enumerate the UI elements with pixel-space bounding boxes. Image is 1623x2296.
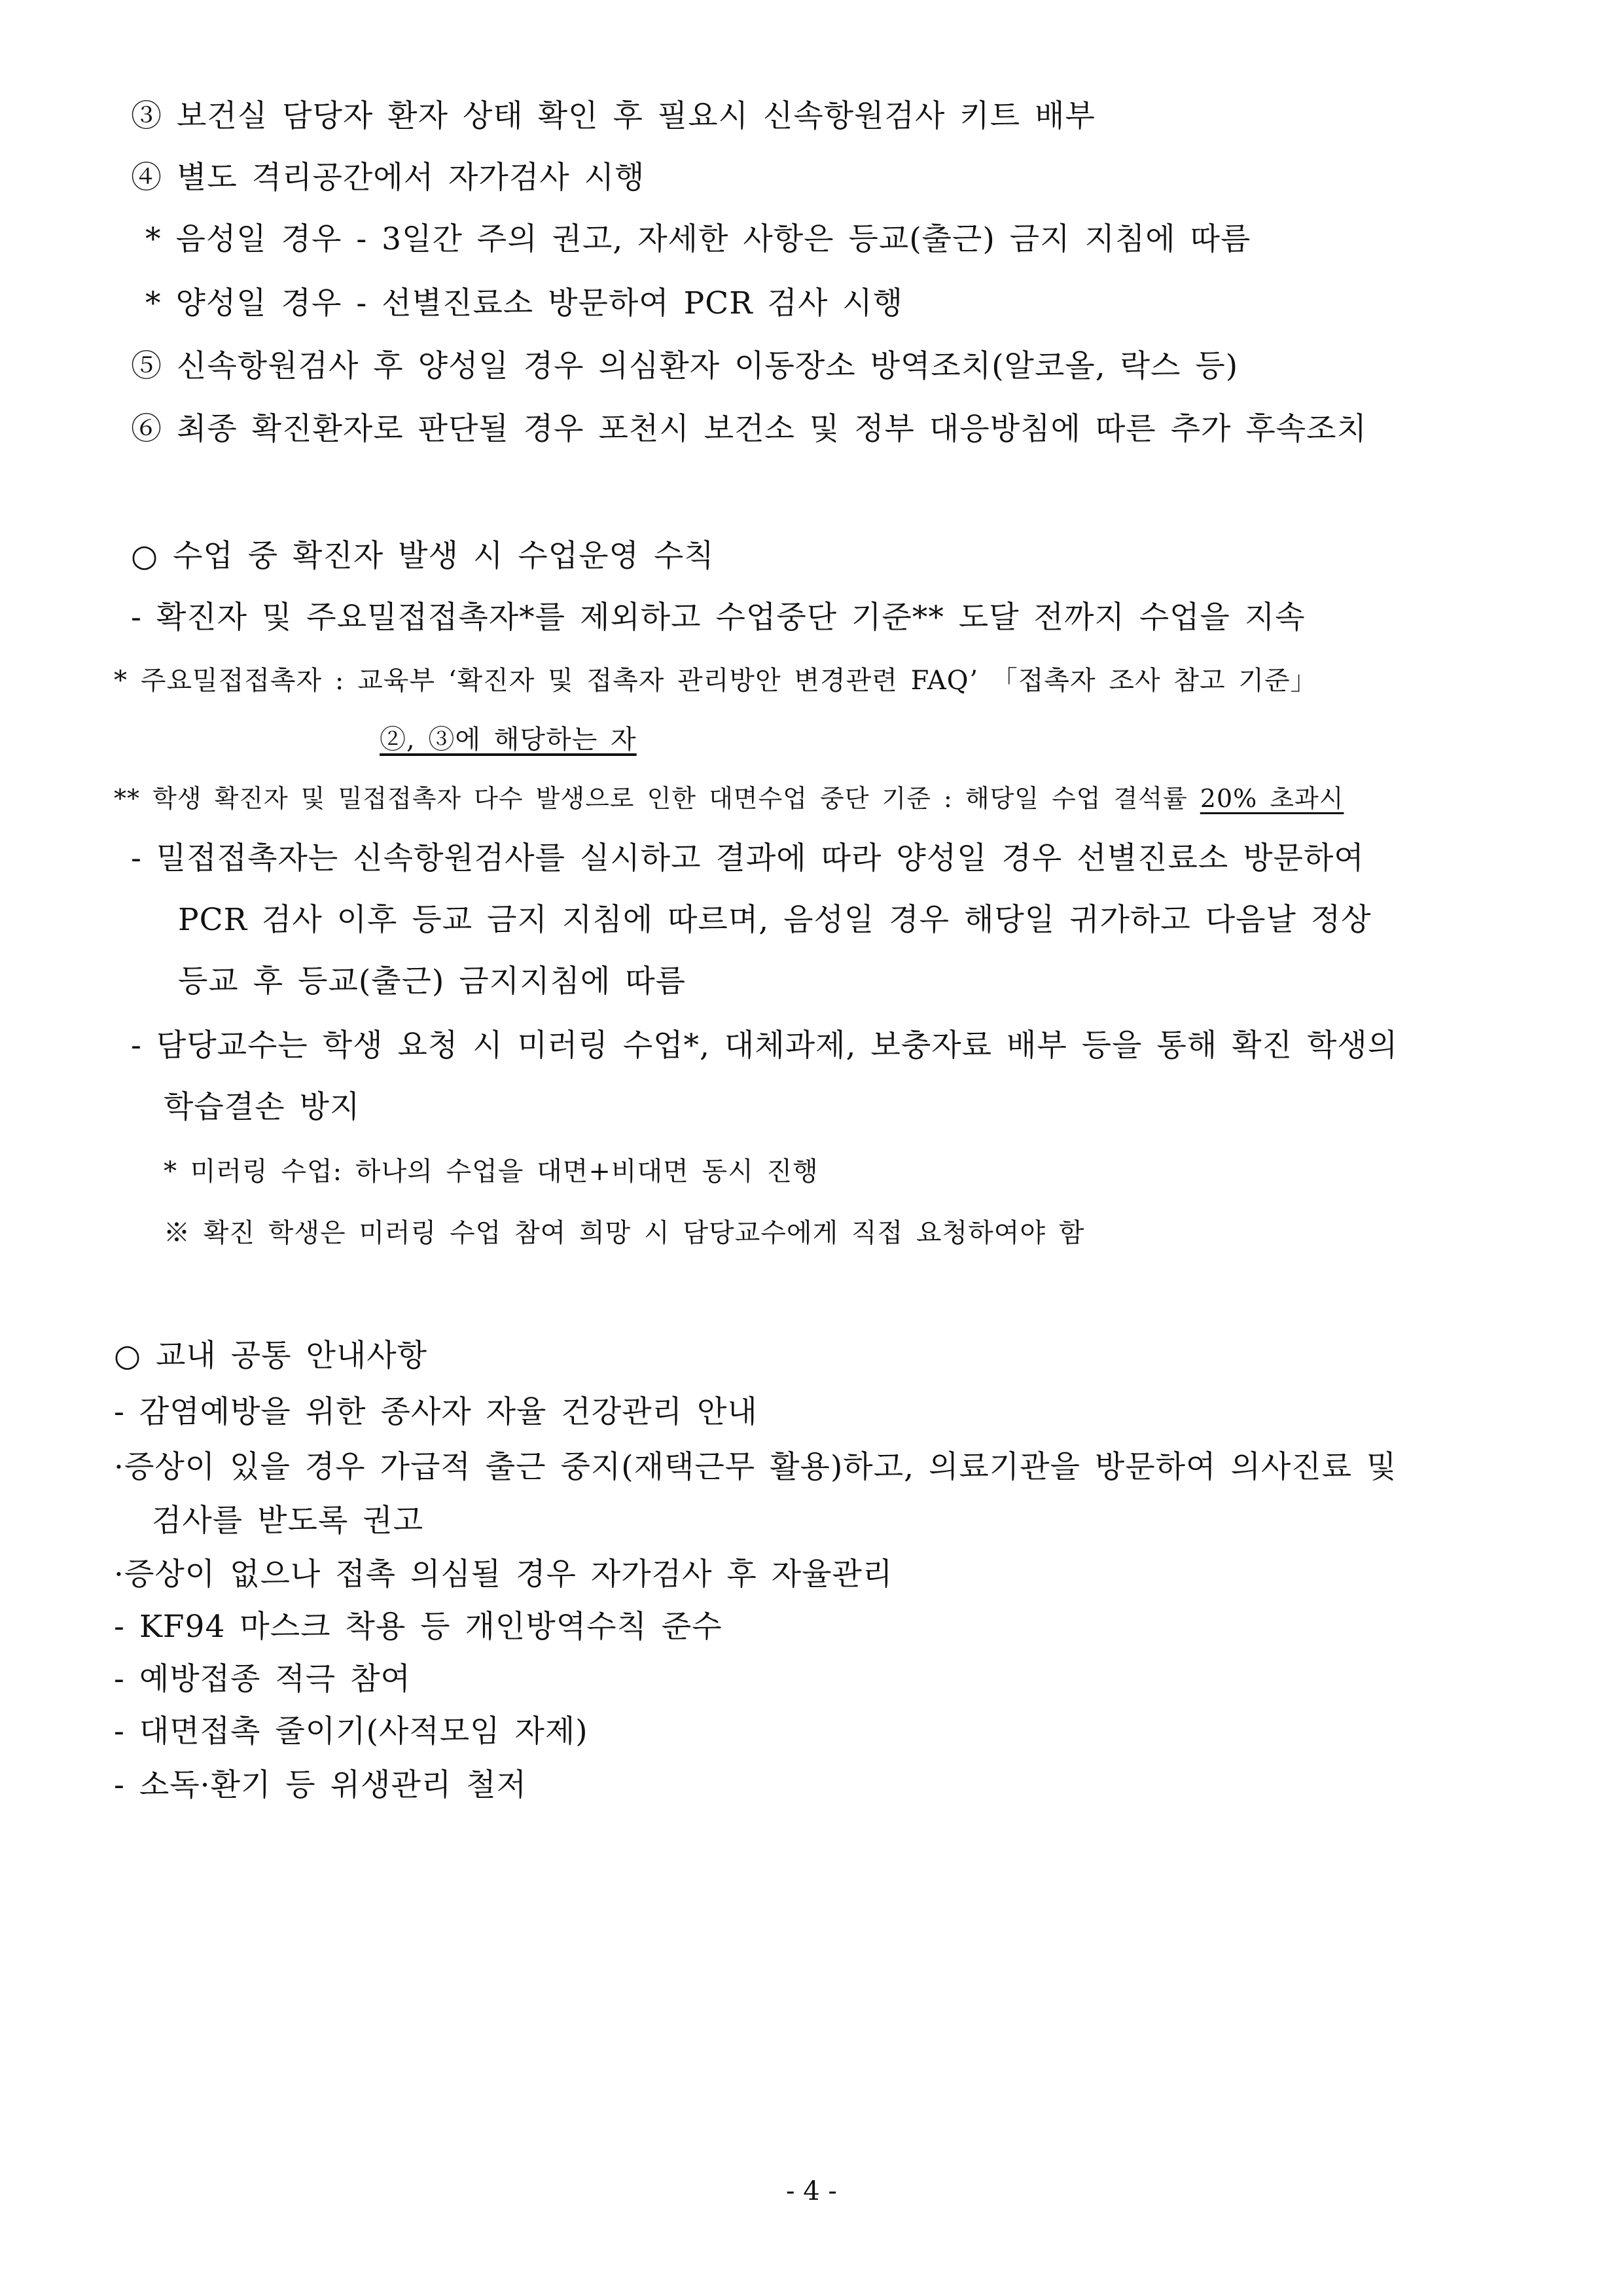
common-bullet-1-line2: 검사를 받도록 권고: [152, 1503, 424, 1539]
footnote-close-contact-line1: * 주요밀접접촉자 : 교육부 ‘확진자 및 접촉자 관리방안 변경관련 FAQ’ 「접촉자 조사 참고 기준」: [114, 666, 1317, 696]
footnote-suspension-criteria: [114, 778, 1344, 819]
mirroring-class-note: * 미러링 수업: 하나의 수업을 대면+비대면 동시 진행: [164, 1157, 819, 1187]
class-ops-item-3-line1: - 담당교수는 학생 요청 시 미러링 수업*, 대체과제, 보충자료 배부 등을 통해 확진 학생의: [131, 1028, 1399, 1064]
step-4-text: ④ 별도 격리공간에서 자가검사 시행: [131, 160, 645, 196]
class-ops-heading: ○ 수업 중 확진자 발생 시 수업운영 수칙: [131, 538, 715, 574]
footnote-close-contact-line2: ②, ③에 해당하는 자: [380, 725, 637, 755]
class-ops-item-1: - 확진자 및 주요밀접접촉자*를 제외하고 수업중단 기준** 도달 전까지 수업을 지속: [131, 600, 1306, 636]
class-ops-item-3-line2: 학습결손 방지: [164, 1089, 361, 1125]
class-ops-item-2-line3: 등교 후 등교(출근) 금지지침에 따름: [178, 963, 687, 999]
common-heading: ○ 교내 공통 안내사항: [114, 1338, 428, 1374]
footnote-suspension-threshold: 20% 초과시: [1200, 784, 1344, 813]
footnote-suspension-text: ** 학생 확진자 및 밀접접촉자 다수 발생으로 인한 대면수업 중단 기준 : 해당일 수업 결석률: [114, 784, 1200, 813]
class-ops-item-2-line2: PCR 검사 이후 등교 금지 지침에 따르며, 음성일 경우 해당일 귀가하고 다음날 정상: [178, 902, 1372, 938]
common-item-5: - 소독·환기 등 위생관리 철저: [114, 1767, 527, 1803]
common-bullet-1-line1: ·증상이 있을 경우 가급적 출근 중지(재택근무 활용)하고, 의료기관을 방문하여 의사진료 및: [114, 1449, 1397, 1485]
page-number: - 4 -: [786, 2176, 837, 2206]
common-item-3: - 예방접종 적극 참여: [114, 1661, 411, 1697]
common-item-1: - 감염예방을 위한 종사자 자율 건강관리 안내: [114, 1394, 758, 1430]
negative-result-note: * 음성일 경우 - 3일간 주의 권고, 자세한 사항은 등교(출근) 금지 지침에 따름: [145, 221, 1251, 257]
step-6-text: ⑥ 최종 확진환자로 판단될 경우 포천시 보건소 및 정부 대응방침에 따른 추가 후속조치: [131, 411, 1367, 447]
common-item-4: - 대면접촉 줄이기(사적모임 자제): [114, 1713, 588, 1749]
common-item-2: - KF94 마스크 착용 등 개인방역수칙 준수: [114, 1609, 722, 1645]
mirroring-request-note: ※ 확진 학생은 미러링 수업 참여 희망 시 담당교수에게 직접 요청하여야 함: [164, 1218, 1085, 1248]
class-ops-item-2-line1: - 밀접접촉자는 신속항원검사를 실시하고 결과에 따라 양성일 경우 선별진료소 방문하여: [131, 840, 1364, 876]
positive-result-note: * 양성일 경우 - 선별진료소 방문하여 PCR 검사 시행: [145, 285, 904, 321]
common-bullet-2: ·증상이 없으나 접촉 의심될 경우 자가검사 후 자율관리: [114, 1556, 893, 1592]
step-3-text: ③ 보건실 담당자 환자 상태 확인 후 필요시 신속항원검사 키트 배부: [131, 98, 1096, 134]
step-5-text: ⑤ 신속항원검사 후 양성일 경우 의심환자 이동장소 방역조치(알코올, 락스 등): [131, 348, 1239, 384]
